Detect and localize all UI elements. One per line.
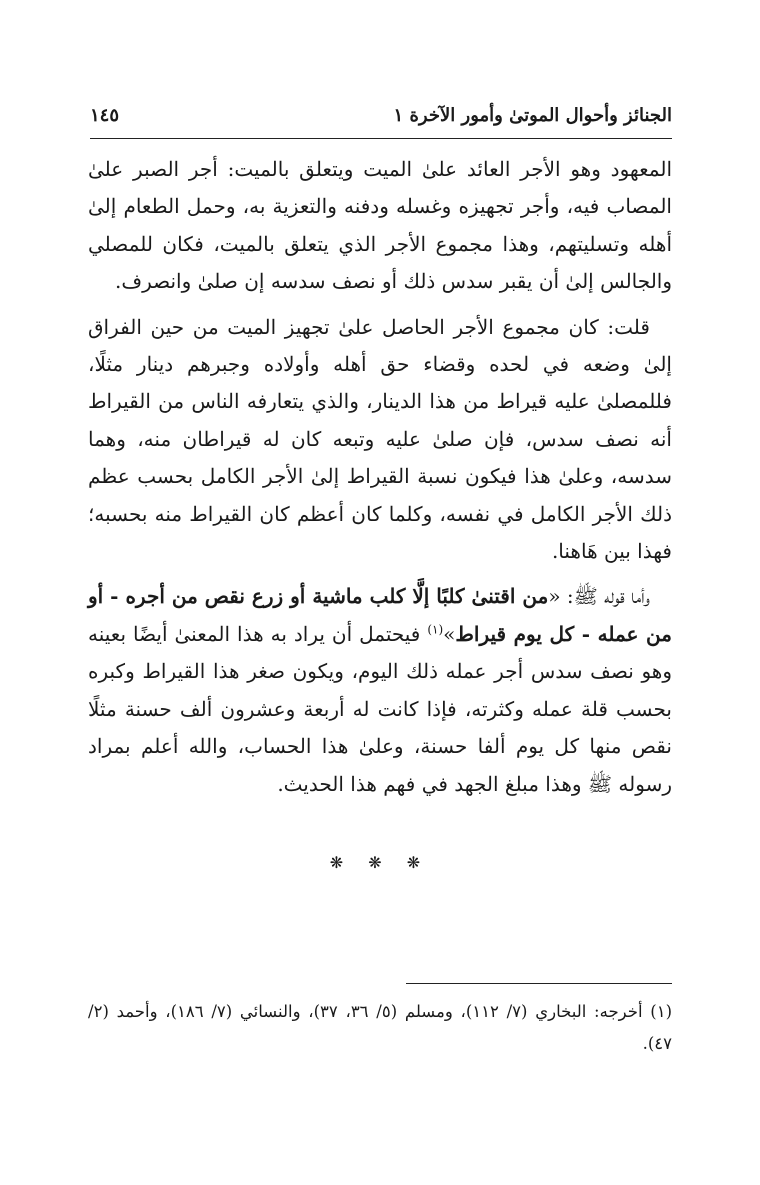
paragraph-3 <box>88 578 672 802</box>
paragraph-2: قلت: كان مجموع الأجر الحاصل علىٰ تجهيز الميت من حين الفراق إلىٰ وضعه في لحده وقضاء حق أهله وأولاده وجبرهم دينار مثلًا، فللمصلىٰ عليه قيراط من هذا الدينار، والذي يتعارفه الناس من القيراط أنه نصف سدس، فإن صلىٰ عليه وتبعه كان له قيراطان منه، وهما سدسه، وعلىٰ هذا فيكون نسبة القيراط إلىٰ الأجر الكامل بحسب عظم ذلك الأجر الكامل في نفسه، وكلما كان أعظم كان القيراط منه بحسبه؛ فهذا بين هَاهنا. <box>88 314 672 564</box>
paragraph-1: المعهود وهو الأجر العائد علىٰ الميت ويتعلق بالميت: أجر الصبر علىٰ المصاب فيه، وأجر تجهيزه وغسله ودفنه والتعزية به، وحمل الطعام إلىٰ أهله وتسليتهم، وهذا مجموع الأجر الذي يتعلق بالميت، فكان للمصلي والجالس إلىٰ أن يقبر سدس ذلك أو نصف سدسه إن صلىٰ وانصرف. <box>88 157 672 294</box>
hadith-close: » <box>443 621 456 646</box>
hadith-quote: من اقتنىٰ كلبًا إلَّا كلب ماشية أو زرع نقص من أجره - أو من عمله - كل يوم قيراط <box>88 584 672 646</box>
footnote-divider <box>406 983 672 984</box>
paragraph-3-rest: فيحتمل أن يراد به هذا المعنىٰ أيضًا بعينه وهو نصف سدس أجر عمله ذلك اليوم، ويكون صغر هذا القيراط وكبره بحسب قلة عمله وكثرته، فإذا كانت له أربعة وعشرون ألف حسنة مثلًا نقص منها كل يوم ألفا حسنة، وعلىٰ هذا الحساب، والله أعلم بمراد رسوله ﷺ وهذا مبلغ الجهد في فهم هذا الحديث. <box>88 621 672 796</box>
footnote-marker[interactable]: (١) <box>427 622 444 637</box>
running-title: الجنائز وأحوال الموتىٰ وأمور الآخرة ١ <box>393 104 672 126</box>
page-number: ١٤٥ <box>90 104 120 126</box>
header-divider <box>90 138 672 139</box>
hadith-intro: وأما قوله ﷺ: « <box>548 584 651 609</box>
section-separator: ❋ ❋ ❋ <box>329 853 431 872</box>
main-text <box>88 151 672 803</box>
footnote-1: (١) أخرجه: البخاري (٧/ ١١٢)، ومسلم (٥/ ٣٦، ٣٧)، والنسائي (٧/ ١٨٦)، وأحمد (٢/ ٤٧). <box>88 1002 673 1053</box>
running-header <box>90 98 672 132</box>
footnotes <box>88 996 672 1060</box>
